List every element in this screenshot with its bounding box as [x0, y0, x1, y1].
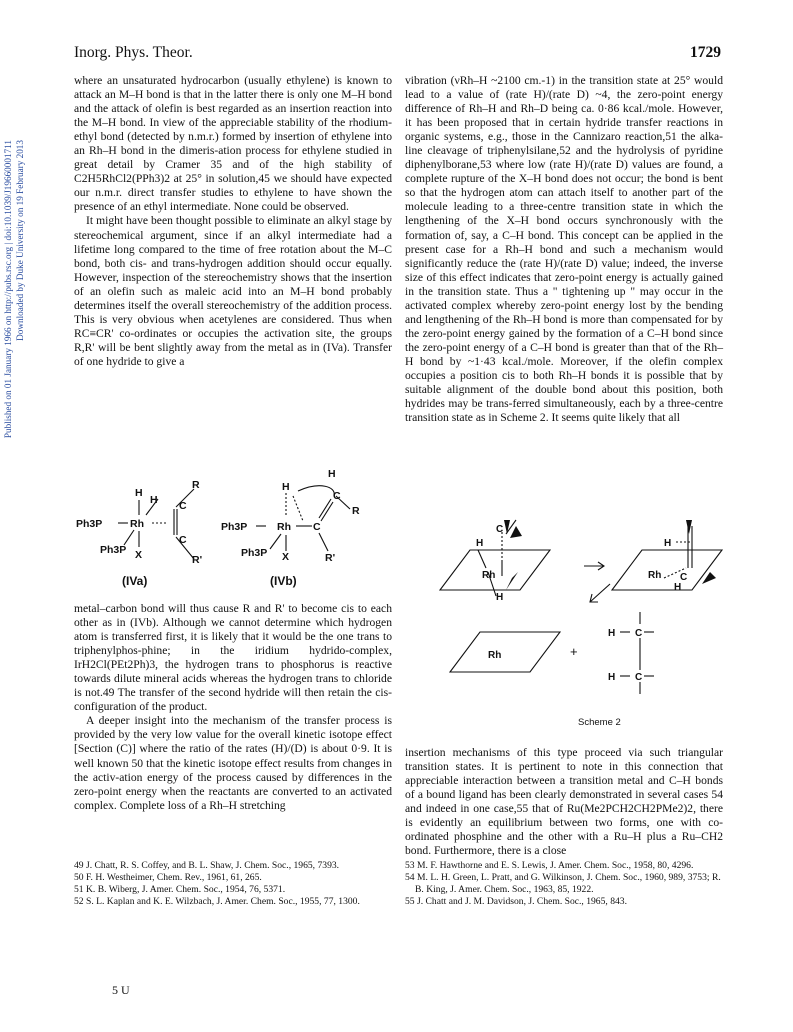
- iva-r-prime: R': [192, 554, 203, 566]
- scheme-top-left-h: H: [476, 538, 484, 549]
- ivb-h-top: H: [328, 468, 336, 480]
- figure-iv-structures: [76, 463, 374, 593]
- left-column-lower: [74, 602, 392, 813]
- scheme-top-right-h: H: [664, 538, 672, 549]
- iva-c-upper: C: [179, 500, 187, 512]
- scheme-ch-lower-c: C: [635, 672, 643, 683]
- scheme-top-left-h2: H: [496, 592, 504, 603]
- ivb-h-left: H: [282, 481, 290, 493]
- iva-rh: Rh: [130, 518, 144, 530]
- iva-ph3p-left: Ph3P: [76, 518, 103, 530]
- iva-h-top: H: [135, 487, 143, 499]
- footnotes-left: [74, 860, 392, 908]
- left-paragraph-3: metal–carbon bond will thus cause R and R' to become cis to each other as in (IVb). Although we cannot determine which hydrogen atom is transferred first, it is likely that it would be the one trans to triphenylphos-phine; in the iridium hydrido-complex, IrH2Cl(PEt2Ph)3, the hydrogen trans to phosphorus is reactive towards dilute mineral acids whereas the hydrogen trans to chloride is not.49 The transfer of the second hydride will then retain the cis-configuration of the product.: [74, 602, 392, 714]
- iva-r-top: R: [192, 479, 200, 491]
- footnote: 54 M. L. H. Green, L. Pratt, and G. Wilkinson, J. Chem. Soc., 1960, 989, 3753; R. B. King, J. Amer. Chem. Soc., 1963, 85, 1922.: [405, 872, 721, 895]
- left-column: [74, 74, 392, 369]
- scheme-top-left-c: C: [496, 524, 504, 535]
- footnote: 50 F. H. Westheimer, Chem. Rev., 1961, 61, 265.: [74, 872, 262, 883]
- page-number: 1729: [690, 44, 721, 61]
- left-paragraph-4: A deeper insight into the mechanism of the transfer process is provided by the very low value for the overall kinetic isotope effect [Section (C)] where the ratio of the rates (H)/(D) is about 0·9. It is well known 50 that the kinetic isotope effect results from changes in the activ-ation energy of the process caused by differences in the zero-point energy when the reactants are converted to an activated complex. Complete loss of a Rh–H stretching: [74, 714, 392, 812]
- iva-c-lower: C: [179, 534, 187, 546]
- iva-ph3p-lower: Ph3P: [100, 544, 127, 556]
- scheme-2-caption: Scheme 2: [578, 717, 621, 728]
- right-column-lower: [405, 746, 723, 858]
- scheme-top-right-h2: H: [674, 582, 682, 593]
- signature-mark: 5 U: [112, 983, 130, 997]
- scheme-bottom-rh: Rh: [488, 650, 502, 661]
- scheme-top-right-rh: Rh: [648, 570, 662, 581]
- ivb-ph3p-left: Ph3P: [221, 521, 248, 533]
- scheme-ch-upper-h: H: [608, 628, 616, 639]
- footnote: 51 K. B. Wiberg, J. Amer. Chem. Soc., 1954, 76, 5371.: [74, 884, 286, 895]
- left-paragraph-2: It might have been thought possible to eliminate an alkyl stage by stereochemical argument, since if an alkyl intermediate had a lifetime long compared to the time of free rotation about the M–C bond, both cis- and trans-hydrogen addition should occur equally. However, inspection of the stereochemistry shows that the insertion of an olefin such as maleic acid into an M–H bond probably determines itself the overall stereochemistry of the addition process. This is very obvious when acetylenes are considered. Thus when RC≡CR' co-ordinates or occupies the activation site, the groups R,R' will be bent slightly away from the metal as in (IVa). Transfer of one hydride to give a: [74, 214, 392, 368]
- ivb-r-top: R: [352, 505, 360, 517]
- iva-h-right: H: [150, 494, 158, 506]
- scheme-top-right-c: C: [680, 572, 688, 583]
- footnote: 52 S. L. Kaplan and K. E. Wilzbach, J. Amer. Chem. Soc., 1955, 77, 1300.: [74, 896, 360, 907]
- scheme-plus: +: [570, 644, 578, 659]
- scheme-2-drawing: [440, 520, 740, 740]
- ivb-x: X: [282, 551, 290, 563]
- ivb-r-prime: R': [325, 552, 336, 564]
- footnote: 53 M. F. Hawthorne and E. S. Lewis, J. Amer. Chem. Soc., 1958, 80, 4296.: [405, 860, 694, 871]
- journal-header: Inorg. Phys. Theor.: [74, 44, 193, 61]
- footnotes-right: [405, 860, 723, 908]
- ivb-ph3p-lower: Ph3P: [241, 547, 268, 559]
- right-paragraph-1: vibration (νRh–H ~2100 cm.-1) in the transition state at 25° would lead to a value of (rate H)/(rate D) ~4, the zero-point energy difference of Rh–H and Rh–D being ca. 0·86 kcal./mole. However, it has been proposed that in certain hydride transfer reactions in organic systems, e.g., those in the Cannizaro reaction,51 the alka-line cleavage of triphenylsilane,52 and the hydrolysis of pyridine diphenylborane,53 where low (rate H)/(rate D) values are found, a complete rupture of the X–H bond does not occur; the bond is bent so that the hydrogen atom can attach itself to another part of the molecule leading to a three-centre transition state in which the lengthening of the X–H bond occurs synchronously with the formation of, say, a C–H bond. This concept can be applied in the present case for a Rh–H bond and such a mechanism would significantly reduce the (rate H)/(rate D) value; indeed, the inverse size of this effect indicates that zero-point energy is actually gained in the transition state. Thus a " tightening up " may occur in the activated complex whereby zero-point energy lost by the bending and lengthening of the Rh–H bond is more than compensated for by the zero-point energy gained by the formation of a C–H bond since the zero-point energy of a C–H bond is greater than that of the Rh–H bond by ~1·43 kcal./mole. Moreover, if the olefin complex occupies a position cis to both Rh–H bonds it is possible that by suitable alignment of the double bond about this position, both hydrides may be trans-ferred simultaneously, each by a three-centre transition state as in Scheme 2. It seems quite likely that all: [405, 74, 723, 425]
- ivb-c-upper: C: [333, 490, 341, 502]
- right-paragraph-2: insertion mechanisms of this type proceed via such triangular transition states. It is pertinent to note in this connection that appreciable interaction between a transition metal and C–H bonds of a bound ligand has been clearly demonstrated in several cases 54 and indeed in one case,55 that of Ru(Me2PCH2CH2PMe2)2, there is evidently an equilibrium between two forms, one with co-ordinated phosphine and the other with a Ru–H plus a Ru–CH2 bond. Furthermore, there is a close: [405, 746, 723, 858]
- scheme-2: [440, 520, 740, 740]
- label-iva: (IVa): [122, 574, 148, 588]
- left-paragraph-1: where an unsaturated hydrocarbon (usually ethylene) is known to attack an M–H bond is that in the latter there is only one M–H bond and the attack of olefin is best regarded as an insertion reaction into the M–H bond. In view of the appreciable stability of the rhodium-ethyl bond (detected by n.m.r.) formed by insertion of ethylene into an Rh–H bond in the dimeris-ation process for ethylene studied in great detail by Cramer 35 and of the high stability of C2H5RhCl2(PPh3)2 at 25° in solution,45 we should have expected our n.m.r. direct transfer studies to ethylene to have shown the presence of an ethyl intermediate. None could be observed.: [74, 74, 392, 214]
- footnote: 55 J. Chatt and J. M. Davidson, J. Chem. Soc., 1965, 843.: [405, 896, 627, 907]
- watermark-line-published: Published on 01 January 1966 on http://pubs.rsc.org | doi:10.1039/J19660001711: [3, 140, 13, 439]
- ivb-c-lower: C: [313, 521, 321, 533]
- ivb-rh: Rh: [277, 521, 291, 533]
- figure-iv: [76, 463, 374, 593]
- scheme-ch-lower-h: H: [608, 672, 616, 683]
- label-ivb: (IVb): [270, 574, 297, 588]
- footnote: 49 J. Chatt, R. S. Coffey, and B. L. Shaw, J. Chem. Soc., 1965, 7393.: [74, 860, 340, 871]
- iva-x: X: [135, 549, 143, 561]
- scheme-top-left-rh: Rh: [482, 570, 496, 581]
- right-column: [405, 74, 723, 425]
- watermark-line-downloaded: Downloaded by Duke University on 19 February 2013: [15, 140, 25, 341]
- scheme-ch-upper-c: C: [635, 628, 643, 639]
- download-watermark: [2, 140, 26, 610]
